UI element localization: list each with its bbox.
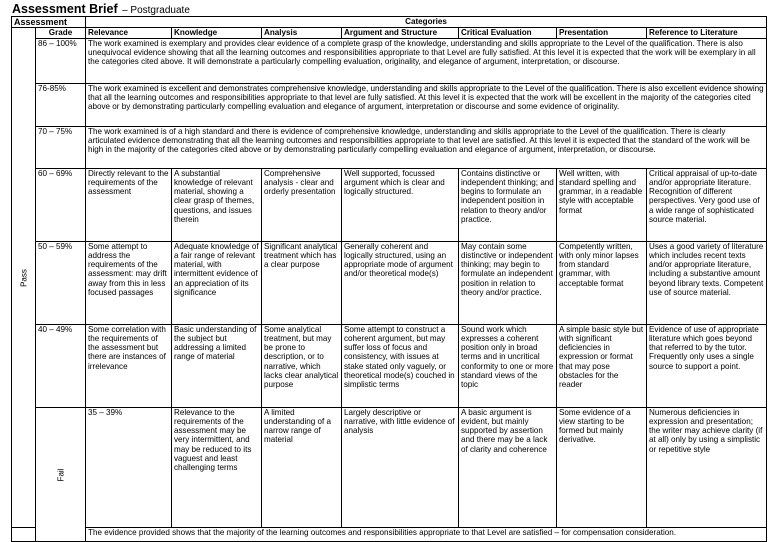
- header-row-top: [12, 17, 767, 28]
- presentation-cell: A simple basic style but with significant deficiencies in expression or format that may pose obstacles for the reader: [557, 325, 647, 408]
- argument-cell: Well supported, focussed argument which is clear and logically structured.: [342, 169, 459, 242]
- knowledge-cell: Basic understanding of the subject but addressing a limited range of material: [172, 325, 262, 408]
- table-row: [12, 325, 767, 408]
- table-row: [12, 169, 767, 242]
- argument-cell: Some attempt to construct a coherent argument, but may suffer loss of focus and consistency, with issues at stake stated only vaguely, or theoretical mode(s) couched in simplistic terms: [342, 325, 459, 408]
- table-row: [12, 39, 767, 84]
- argument-cell: A basic argument is evident, but mainly supported by assertion and there may be a lack of clarity and coherence: [459, 408, 557, 528]
- assessment-table: [11, 16, 767, 542]
- literature-cell: Uses a good variety of literature which includes recent texts and/or appropriate literature, including a substantive amount beyond library texts. Competent use of source material.: [647, 242, 767, 325]
- grade-cell: 86 – 100%: [36, 39, 86, 84]
- grade-cell: 60 – 69%: [36, 169, 86, 242]
- band-fail: [36, 408, 86, 542]
- col-header-critical: Critical Evaluation: [459, 28, 557, 39]
- relevance-cell: Some attempt to address the requirements of the assessment: may drift away from this in less focused passages: [86, 242, 172, 325]
- relevance-cell: Relevance to the requirements of the assessment may be very intermittent, and may be reduced to its vaguest and least challenging terms: [172, 408, 262, 528]
- critical-cell: Contains distinctive or independent thinking; and begins to formulate an independent position in relation to theory and/or practice.: [459, 169, 557, 242]
- knowledge-cell: A limited understanding of a narrow range of material: [262, 408, 342, 528]
- analysis-cell: Some analytical treatment, but may be prone to description, or to narrative, which lacks clear analytical purpose: [262, 325, 342, 408]
- row-description: The work examined is exemplary and provides clear evidence of a complete grasp of the knowledge, understanding and skills appropriate to the Level of the qualification. There is also unequivocal evidence showing that all the learning outcomes and responsibilities appropriate to that Level are fully satisfied. At this level it is expected that the work will be exemplary in all the categories cited above. It will demonstrate a particularly compelling evaluation, originality, and elegance of argument, interpretation, or discourse.: [86, 39, 767, 84]
- compensation-text: The evidence provided shows that the majority of the learning outcomes and responsibilities appropriate to that Level are satisfied – for compensation consideration.: [86, 528, 767, 542]
- literature-cell: Critical appraisal of up-to-date and/or appropriate literature. Recognition of different perspectives. Very good use of a wide range of sophisticated source material.: [647, 169, 767, 242]
- knowledge-cell: A substantial knowledge of relevant material, showing a clear grasp of themes, questions, and issues therein: [172, 169, 262, 242]
- band-pass: [12, 28, 36, 528]
- table-row: [12, 127, 767, 169]
- presentation-cell: Competently written, with only minor lapses from standard grammar, with acceptable format: [557, 242, 647, 325]
- knowledge-cell: Adequate knowledge of a fair range of relevant material, with intermittent evidence of an appreciation of its significance: [172, 242, 262, 325]
- argument-cell: Generally coherent and logically structured, using an appropriate mode of argument and/or theoretical mode(s): [342, 242, 459, 325]
- critical-cell: May contain some distinctive or independent thinking; may begin to formulate an independent position in relation to theory and/or practice.: [459, 242, 557, 325]
- table-row: [12, 408, 767, 528]
- col-header-argument: Argument and Structure: [342, 28, 459, 39]
- relevance-cell: Some correlation with the requirements of the assessment but there are instances of irrelevance: [86, 325, 172, 408]
- subtitle-text: – Postgraduate: [122, 5, 190, 16]
- table-row: [12, 84, 767, 127]
- assessment-header: Assessment: [12, 17, 86, 28]
- row-description: The work examined is of a high standard and there is evidence of comprehensive knowledge, understanding and skills appropriate to the Level of the qualification. There is clearly articulated evidence demonstrating that all the learning outcomes and responsibilities appropriate to that level are satisfied. At this level it is expected that the standard of the work will be high in the majority of the categories cited above or by demonstrating particularly compelling evaluation and elegance of argument, interpretation, or discourse.: [86, 127, 767, 169]
- col-header-presentation: Presentation: [557, 28, 647, 39]
- title-text: Assessment Brief: [12, 2, 118, 16]
- grade-cell: 70 – 75%: [36, 127, 86, 169]
- critical-cell: Sound work which expresses a coherent position only in broad terms and in uncritical conformity to one or more standard views of the topic: [459, 325, 557, 408]
- grade-cell: 35 – 39%: [86, 408, 172, 528]
- header-row-columns: [12, 28, 767, 39]
- col-header-knowledge: Knowledge: [172, 28, 262, 39]
- compensation-row: [12, 528, 767, 542]
- grade-cell-empty: [12, 528, 36, 542]
- categories-header: Categories: [86, 17, 767, 28]
- critical-cell: Some evidence of a view starting to be formed but mainly derivative.: [557, 408, 647, 528]
- band-pass-label: Pass: [18, 268, 28, 287]
- relevance-cell: Directly relevant to the requirements of the assessment: [86, 169, 172, 242]
- band-fail-label: Fail: [55, 468, 65, 481]
- grade-cell: 50 – 59%: [36, 242, 86, 325]
- grade-cell: 40 – 49%: [36, 325, 86, 408]
- grade-cell: 76-85%: [36, 84, 86, 127]
- grade-header: Grade: [36, 28, 86, 39]
- col-header-analysis: Analysis: [262, 28, 342, 39]
- col-header-relevance: Relevance: [86, 28, 172, 39]
- analysis-cell: Comprehensive analysis - clear and orderly presentation: [262, 169, 342, 242]
- literature-cell: Evidence of use of appropriate literature which goes beyond that referred to by the tutor. Frequently only uses a single source to support a point.: [647, 325, 767, 408]
- col-header-literature: Reference to Literature: [647, 28, 767, 39]
- analysis-cell: Significant analytical treatment which has a clear purpose: [262, 242, 342, 325]
- presentation-cell: Well written, with standard spelling and grammar, in a readable style with acceptable format: [557, 169, 647, 242]
- row-description: The work examined is excellent and demonstrates comprehensive knowledge, understanding and skills appropriate to the Level of the qualification. There is also excellent evidence showing that all the learning outcomes and responsibilities appropriate to that level are fully satisfied. At this level it is expected that the work will be excellent in the majority of the categories cited above or by demonstrating particularly compelling evaluation and elegance of argument, interpretation or discourse and some evidence of originality.: [86, 84, 767, 127]
- analysis-cell: Largely descriptive or narrative, with little evidence of analysis: [342, 408, 459, 528]
- table-row: [12, 242, 767, 325]
- presentation-cell: Numerous deficiencies in expression and presentation; the writer may achieve clarity (if at all) only by using a simplistic or repetitive style: [647, 408, 767, 528]
